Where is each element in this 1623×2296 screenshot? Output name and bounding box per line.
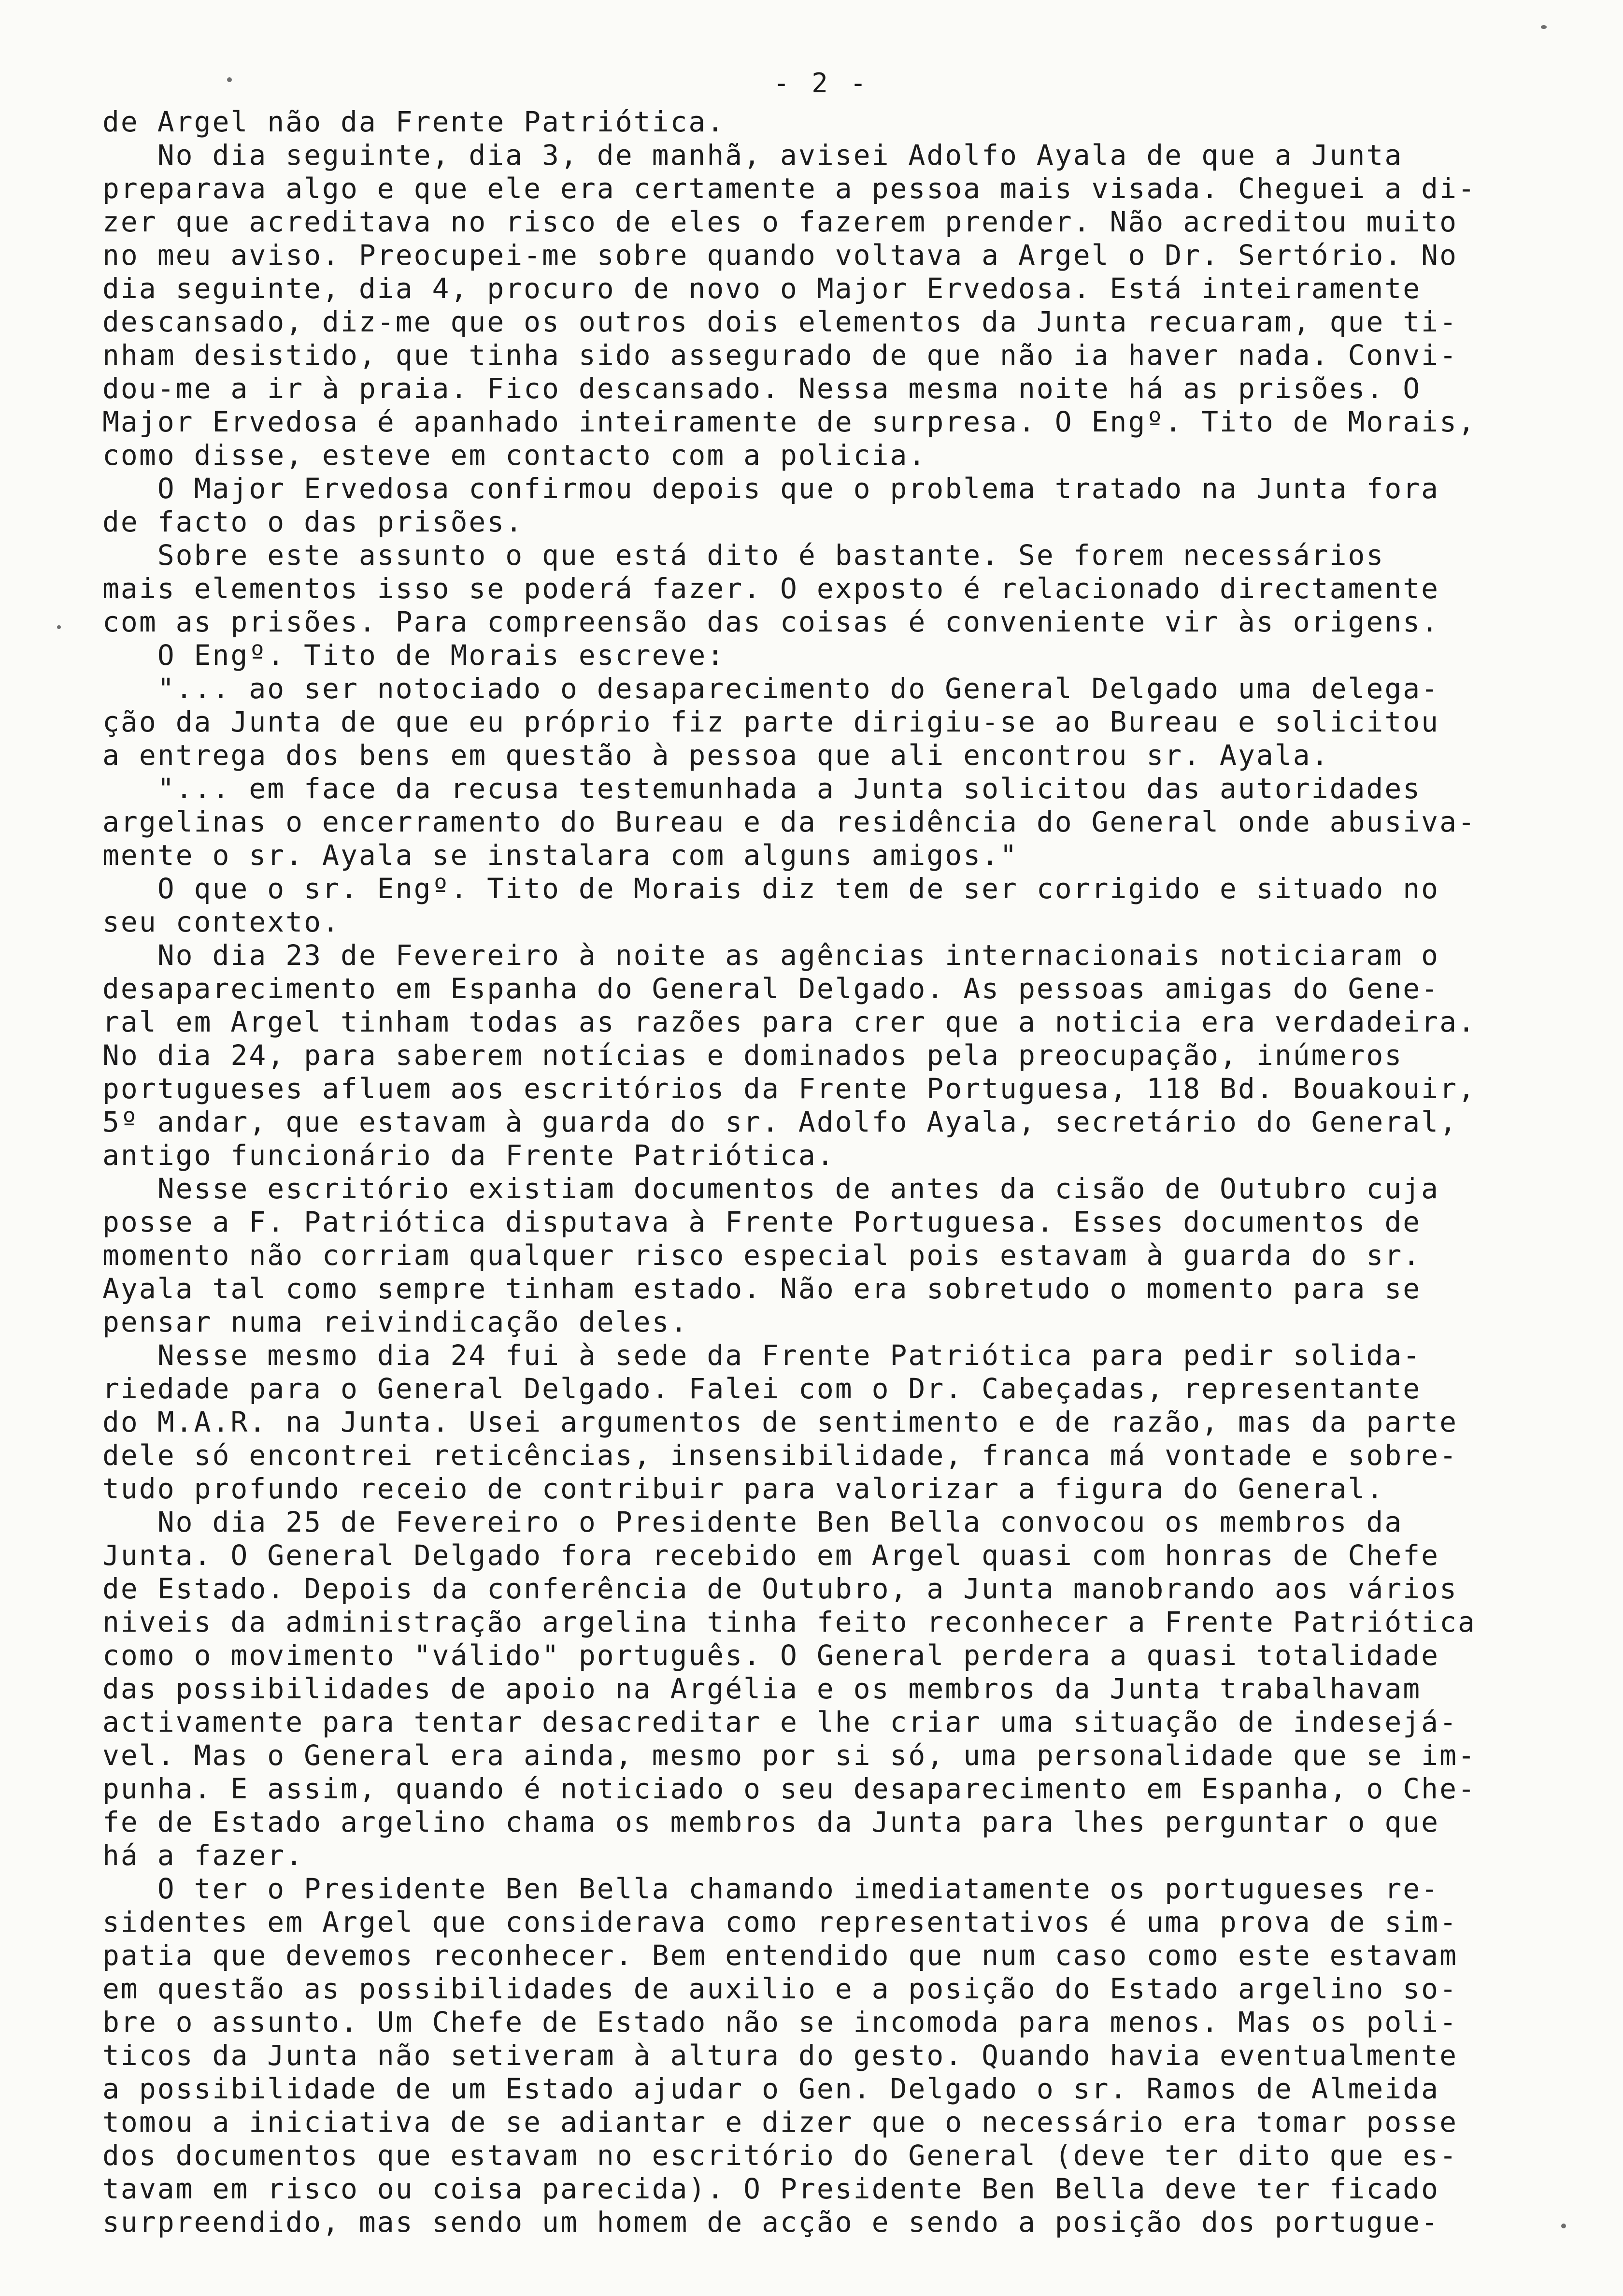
text-line: do M.A.R. na Junta. Usei argumentos de sentimento e de razão, mas da parte	[102, 1406, 1458, 1438]
text-line: mente o sr. Ayala se instalara com alguns amigos."	[102, 839, 1018, 872]
text-line: dos documentos que estavam no escritório do General (deve ter dito que es-	[102, 2139, 1458, 2172]
text-line: de Argel não da Frente Patriótica.	[102, 105, 726, 138]
text-line: "... em face da recusa testemunhada a Junta solicitou das autoridades	[102, 772, 1422, 805]
text-line: "... ao ser notociado o desaparecimento do General Delgado uma delega-	[102, 672, 1440, 705]
text-line: posse a F. Patriótica disputava à Frente Portuguesa. Esses documentos de	[102, 1205, 1422, 1238]
text-line: das possibilidades de apoio na Argélia e os membros da Junta trabalhavam	[102, 1672, 1422, 1705]
text-line: patia que devemos reconhecer. Bem entendido que num caso como este estavam	[102, 1939, 1458, 1972]
text-line: riedade para o General Delgado. Falei com o Dr. Cabeçadas, representante	[102, 1372, 1422, 1405]
text-line: Ayala tal como sempre tinham estado. Não era sobretudo o momento para se	[102, 1272, 1422, 1305]
text-line: descansado, diz-me que os outros dois elementos da Junta recuaram, que ti-	[102, 305, 1458, 338]
text-line: com as prisões. Para compreensão das coisas é conveniente vir às origens.	[102, 605, 1440, 638]
text-line: dou-me a ir à praia. Fico descansado. Nessa mesma noite há as prisões. O	[102, 372, 1422, 405]
paper-speck	[57, 625, 61, 629]
text-line: tavam em risco ou coisa parecida). O Presidente Ben Bella deve ter ficado	[102, 2172, 1440, 2205]
text-line: No dia 25 de Fevereiro o Presidente Ben Bella convocou os membros da	[102, 1506, 1403, 1538]
text-line: No dia seguinte, dia 3, de manhã, avisei Adolfo Ayala de que a Junta	[102, 139, 1403, 172]
text-line: ticos da Junta não setiveram à altura do gesto. Quando havia eventualmente	[102, 2039, 1458, 2072]
text-line: punha. E assim, quando é noticiado o seu desaparecimento em Espanha, o Che-	[102, 1772, 1476, 1805]
text-line: dia seguinte, dia 4, procuro de novo o Major Ervedosa. Está inteiramente	[102, 272, 1422, 305]
text-line: desaparecimento em Espanha do General Delgado. As pessoas amigas do Gene-	[102, 972, 1440, 1005]
text-line: vel. Mas o General era ainda, mesmo por si só, uma personalidade que se im-	[102, 1739, 1476, 1772]
text-line: ral em Argel tinham todas as razões para crer que a noticia era verdadeira.	[102, 1005, 1476, 1038]
paper-speck	[1561, 2224, 1566, 2228]
text-line: portugueses afluem aos escritórios da Frente Portuguesa, 118 Bd. Bouakouir,	[102, 1072, 1476, 1105]
text-line: tudo profundo receio de contribuir para valorizar a figura do General.	[102, 1472, 1385, 1505]
text-line: no meu aviso. Preocupei-me sobre quando voltava a Argel o Dr. Sertório. No	[102, 239, 1458, 272]
text-line: tomou a iniciativa de se adiantar e dizer que o necessário era tomar posse	[102, 2106, 1458, 2138]
text-line: 5º andar, que estavam à guarda do sr. Adolfo Ayala, secretário do General,	[102, 1105, 1458, 1138]
text-line: surpreendido, mas sendo um homem de acção e sendo a posição dos portugue-	[102, 2206, 1440, 2239]
text-line: Sobre este assunto o que está dito é bastante. Se forem necessários	[102, 539, 1385, 572]
text-line: pensar numa reivindicação deles.	[102, 1306, 689, 1338]
text-line: zer que acreditava no risco de eles o fazerem prender. Não acreditou muito	[102, 205, 1458, 238]
text-line: momento não corriam qualquer risco especial pois estavam à guarda do sr.	[102, 1239, 1422, 1272]
text-line: sidentes em Argel que considerava como representativos é uma prova de sim-	[102, 1906, 1458, 1938]
text-line: dele só encontrei reticências, insensibilidade, franca má vontade e sobre-	[102, 1439, 1458, 1472]
text-line: O que o sr. Engº. Tito de Morais diz tem de ser corrigido e situado no	[102, 872, 1440, 905]
text-line: antigo funcionário da Frente Patriótica.	[102, 1139, 835, 1172]
text-line: como disse, esteve em contacto com a policia.	[102, 439, 927, 472]
text-line: O Major Ervedosa confirmou depois que o problema tratado na Junta fora	[102, 472, 1440, 505]
text-line: Nesse escritório existiam documentos de antes da cisão de Outubro cuja	[102, 1172, 1440, 1205]
text-line: argelinas o encerramento do Bureau e da residência do General onde abusiva-	[102, 805, 1476, 838]
text-line: bre o assunto. Um Chefe de Estado não se incomoda para menos. Mas os poli-	[102, 2006, 1458, 2038]
text-line: mais elementos isso se poderá fazer. O exposto é relacionado directamente	[102, 572, 1440, 605]
typed-text-body	[102, 105, 1552, 2239]
text-line: O Engº. Tito de Morais escreve:	[102, 639, 726, 672]
text-line: niveis da administração argelina tinha feito reconhecer a Frente Patriótica	[102, 1606, 1476, 1638]
text-line: nham desistido, que tinha sido assegurado de que não ia haver nada. Convi-	[102, 339, 1458, 372]
paper-speck	[227, 77, 232, 82]
text-line: em questão as possibilidades de auxilio e a posição do Estado argelino so-	[102, 1972, 1458, 2005]
text-line: preparava algo e que ele era certamente a pessoa mais visada. Cheguei a di-	[102, 172, 1476, 205]
text-line: a entrega dos bens em questão à pessoa que ali encontrou sr. Ayala.	[102, 739, 1330, 772]
text-line: ção da Junta de que eu próprio fiz parte dirigiu-se ao Bureau e solicitou	[102, 705, 1440, 738]
text-line: Major Ervedosa é apanhado inteiramente de surpresa. O Engº. Tito de Morais,	[102, 405, 1476, 438]
text-line: No dia 24, para saberem notícias e dominados pela preocupação, inúmeros	[102, 1039, 1403, 1072]
text-line: há a fazer.	[102, 1839, 304, 1872]
text-line: de facto o das prisões.	[102, 505, 524, 538]
paper-speck	[1541, 25, 1547, 29]
text-line: como o movimento "válido" português. O General perdera a quasi totalidade	[102, 1639, 1440, 1672]
text-line: de Estado. Depois da conferência de Outubro, a Junta manobrando aos vários	[102, 1572, 1458, 1605]
text-line: Nesse mesmo dia 24 fui à sede da Frente Patriótica para pedir solida-	[102, 1339, 1422, 1372]
page-number: - 2 -	[773, 68, 869, 99]
text-line: a possibilidade de um Estado ajudar o Gen. Delgado o sr. Ramos de Almeida	[102, 2072, 1440, 2105]
text-line: No dia 23 de Fevereiro à noite as agências internacionais noticiaram o	[102, 939, 1440, 972]
text-line: seu contexto.	[102, 905, 341, 938]
text-line: activamente para tentar desacreditar e lhe criar uma situação de indesejá-	[102, 1706, 1458, 1738]
text-line: O ter o Presidente Ben Bella chamando imediatamente os portugueses re-	[102, 1872, 1440, 1905]
text-line: fe de Estado argelino chama os membros da Junta para lhes perguntar o que	[102, 1806, 1440, 1838]
text-line: Junta. O General Delgado fora recebido em Argel quasi com honras de Chefe	[102, 1539, 1440, 1572]
